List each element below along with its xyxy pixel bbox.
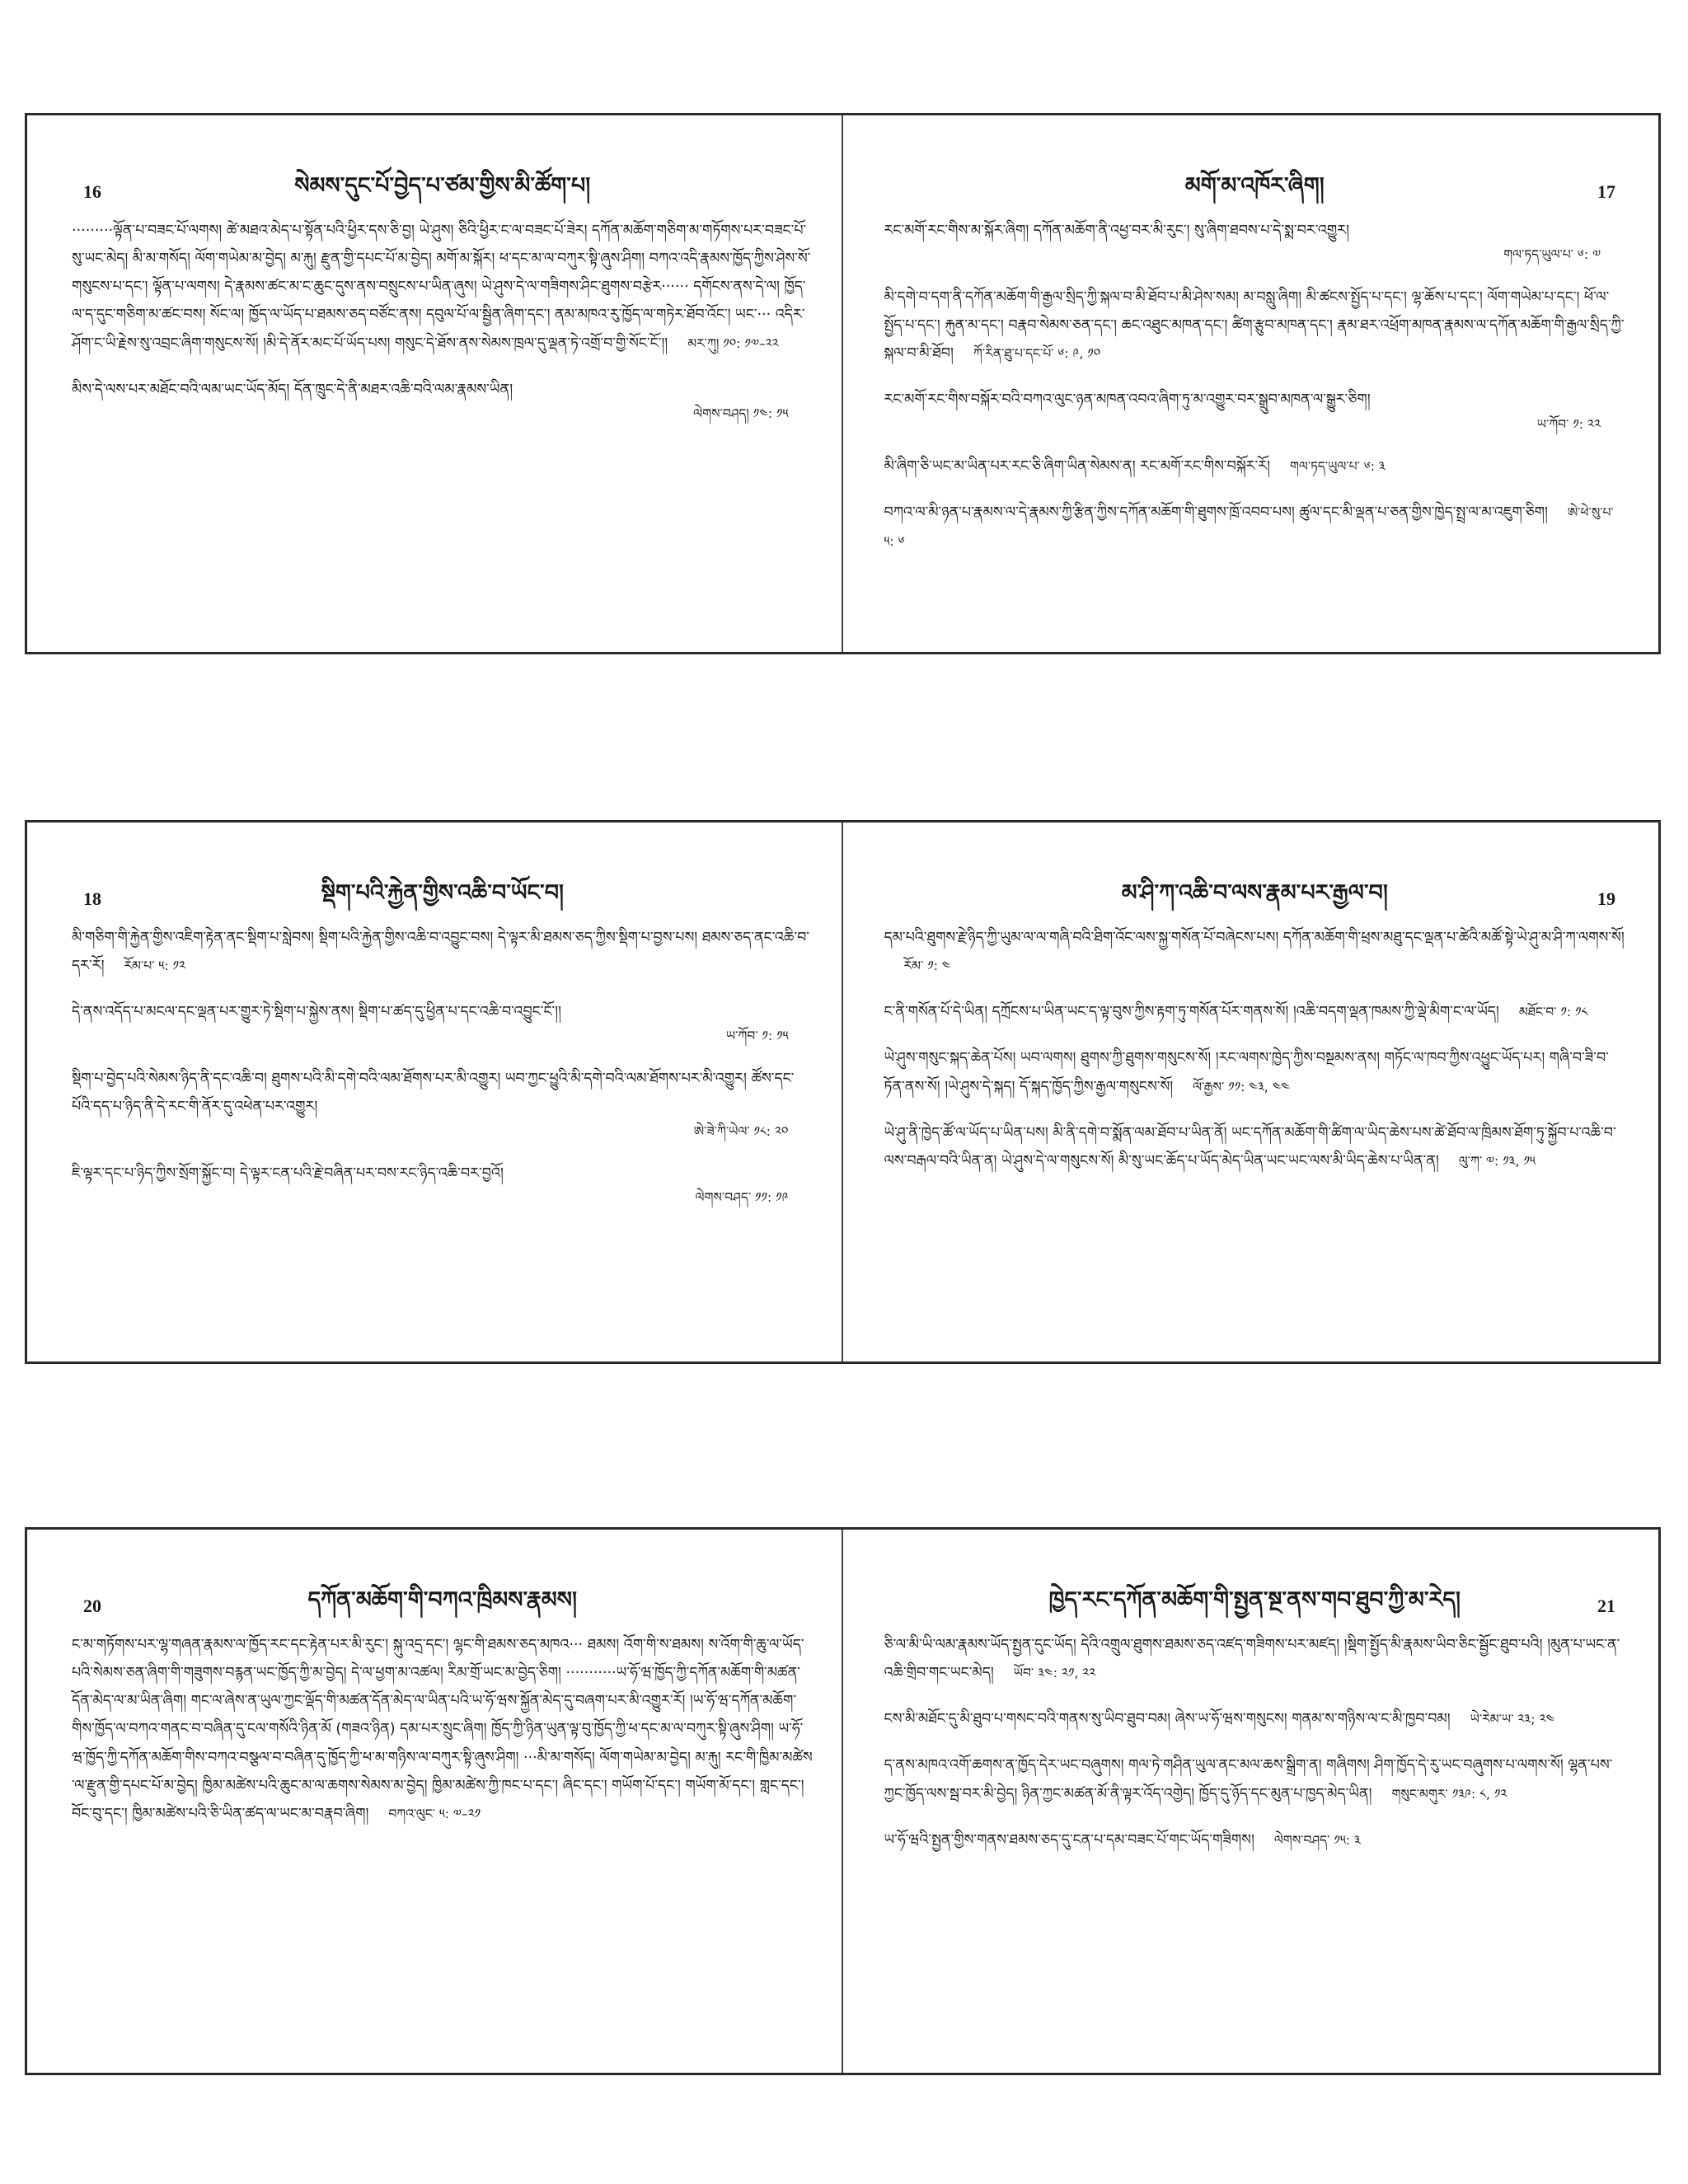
scripture-reference: ལེགས་བཤད་ ༡༥: ༣ bbox=[1273, 1832, 1361, 1848]
passage bbox=[72, 217, 814, 358]
passage bbox=[884, 386, 1626, 434]
passage bbox=[884, 1826, 1626, 1854]
passage bbox=[884, 924, 1626, 980]
page-title: མགོ་མ་འཁོར་ཞིག། bbox=[1184, 173, 1325, 199]
passage-text: སྡིག་པ་བྱེད་པའི་སེམས་ཉིད་ནི་དང་འཆི་བ། ཐུགས་པའི་མི་དགེ་བའི་ལམ་ཐོགས་པར་མི་འགྱུར། ཡབ་ཀྱང་ཕྱུའི་མི་དགེ་བའི་ལམ་ཐོགས་པར་མི་འགྱུར། ཚོས་དང་པོའི་དད་པ་ཉིད་ནི་དེ་རང་གི་ནོར་དུ་འཕེན་པར་འགྱུར། bbox=[72, 1071, 795, 1116]
scripture-reference: རོམ་པ་ ༥: ༡༢ bbox=[124, 958, 186, 974]
passage-text: ཅི་ལ་མི་ཡི་ལམ་རྣམས་ཡོད་སྤྱན་དུང་ཡོད། དེའི་འགྲུལ་ཐུགས་ཐམས་ཅད་འཛད་གཟིགས་པར་མཛད། །སྡིག་སྤྱོད་མི་རྣམས་ཡིབ་ཅིང་སྦྱོང་ཐུབ་པའི། །མུན་པ་ཡང་ན་འཆི་གྲིབ་གང་ཡང་མེད། ཡོབ་ ༣༤: ༢༡, ༢༢ bbox=[884, 1637, 1620, 1682]
scripture-reference: རོམ་ ༡: ༤ bbox=[903, 958, 951, 974]
page-title: མ་ཤི་ཀ་འཆི་བ་ལས་རྣམ་པར་རྒྱལ་བ། bbox=[1121, 880, 1388, 906]
scripture-reference: ལུ་ཀ་ ༧: ༡༣, ༡༥ bbox=[1458, 1153, 1536, 1169]
scripture-reference: གལ་ཏད་ཡུལ་པ་ ༦: ༧ bbox=[1503, 247, 1601, 263]
passage bbox=[884, 1705, 1626, 1733]
passage bbox=[72, 998, 814, 1047]
page-title: ཁྱེད་རང་དཀོན་མཆོག་གི་སྤྱན་སྔ་ནས་གབ་ཐུབ་ཀྱི་མ་རེད། bbox=[1048, 1587, 1461, 1613]
page-number: 16 bbox=[83, 181, 101, 202]
page-21 bbox=[843, 1530, 1659, 2073]
passage bbox=[72, 1631, 814, 1828]
passage-text: མི་གཅིག་གི་རྐྱེན་གྱིས་འཇིག་རྟེན་ནང་སྡིག་པ་སླེབས། སྡིག་པའི་རྐྱེན་གྱིས་འཆི་བ་འབྱུང་བས། དེ་ལྟར་མི་ཐམས་ཅད་ཀྱིས་སྡིག་པ་བྱས་པས། ཐམས་ཅད་ནང་འཆི་བ་དར་རོ། རོམ་པ་ ༥: ༡༢ bbox=[72, 930, 809, 975]
scripture-reference: ཡ་ཀོབ་ ༡: ༡༥ bbox=[725, 1029, 789, 1044]
passage bbox=[884, 1119, 1626, 1175]
page-20 bbox=[27, 1530, 843, 2073]
scripture-reference: ཨེ་ཕེ་སུ་པ་ ༥: ༦ bbox=[884, 505, 1614, 549]
scripture-reference: ཨེ་ཟེ་ཀི་ཡེལ་ ༡༨: ༢༠ bbox=[693, 1123, 789, 1139]
page-17 bbox=[843, 115, 1659, 652]
passage-text: ད་ནས་མཁའ་འགོ་ཆགས་ན་ཁྱོད་དེར་ཡང་བཞུགས། གལ་ཏེ་གཤིན་ཡུལ་ནང་མལ་ཆས་སྒྲིག་ན། གཞིགས། ཤིག་ཁྱོད་དེ་རུ་ཡང་བཞུགས་པ་ལགས་སོ། ལྷན་པས་ཀྱང་ཁྱོད་ལས་སྦ་བར་མི་བྱེད། ཉིན་ཀྱང་མཚན་མོ་ནི་ལྟར་འོད་འགྱེད། ཁྱོད་དུ་ཉོད་དང་མུན་པ་ཁྱད་མེད་ཡིན། གསུང་མགུར་ ༡༣༩: ༨, ༡༢ bbox=[884, 1757, 1613, 1802]
page-18 bbox=[27, 823, 843, 1361]
page-spread-2 bbox=[25, 820, 1661, 1364]
page-title: སྡིག་པའི་རྐྱེན་གྱིས་འཆི་བ་ཡོང་བ། bbox=[321, 880, 564, 906]
passage-text: ཇི་ལྟར་དང་པ་ཉིད་ཀྱིས་སྲོག་སྐྱོང་བ། དེ་ལྟར་ངན་པའི་རྗེ་བཞིན་པར་བས་རང་ཉིད་འཆི་བར་བྱའོ། bbox=[72, 1165, 504, 1183]
passage bbox=[72, 924, 814, 980]
page-number: 20 bbox=[83, 1596, 101, 1616]
passage bbox=[884, 1631, 1626, 1687]
passage bbox=[884, 1044, 1626, 1100]
scripture-reference: ཡ་ཀོབ་ ༡: ༢༢ bbox=[1536, 416, 1601, 432]
scripture-reference: བཀའ་ལུང་ ༥: ༧–༢༡ bbox=[388, 1806, 481, 1821]
passage bbox=[884, 284, 1626, 368]
scripture-reference: ལེགས་བཤད། ༡༤: ༡༥ bbox=[693, 405, 789, 421]
scripture-reference: ཡེ་རེམ་ཡ་ ༢༣; ༢༤ bbox=[1470, 1712, 1555, 1727]
passage-text: མི་དགེ་བ་དག་ནི་དཀོན་མཆོག་གི་རྒྱལ་སྲིད་ཀྱི་སྐལ་བ་མི་ཐོབ་པ་མི་ཤེས་སམ། མ་བསླུ་ཞིག། མི་ཚངས་སྤྱོད་པ་དང་། ལྷ་ཆོས་པ་དང་། ལོག་གཡེམ་པ་དང་། ཕོ་ལ་སྤྱོད་པ་དང་། རྐུན་མ་དང་། བརྣབ་སེམས་ཅན་དང་། ཆང་འཐུང་མཁན་དང་། ཚིག་རྩུབ་མཁན་དང་། རྣམ་ཐར་འཕྲོག་མཁན་རྣམས་ལ་དཀོན་མཆོག་གི་རྒྱལ་སྲིད་ཀྱི་སྐལ་བ་མི་ཐོབ། ཀོ་རིན་ཐུ་པ་དང་པོ་ ༦: ༩, ༡༠ bbox=[884, 289, 1625, 363]
page-spread-3 bbox=[25, 1527, 1661, 2075]
page-number: 21 bbox=[1597, 1596, 1615, 1616]
scripture-reference: ཀོ་རིན་ཐུ་པ་དང་པོ་ ༦: ༩, ༡༠ bbox=[973, 346, 1101, 362]
passage-text: ཡེ་ཤུས་གསུང་སྐད་ཆེན་པོས། ཡབ་ལགས། ཐུགས་ཀྱི་ཐུགས་གསུངས་སོ། །རང་ལགས་ཁྱེད་ཀྱིས་བསྔམས་ནས། གཏོང་ལ་ཁབ་ཀྱིས་འཕྱུང་ཡོད་པར། གཞི་བ་ཟི་བ་ཏོན་ནས་སོ། །ཡེ་ཤུས་དེ་སྐད། དོ་སྐད་ཁྱོད་ཀྱིས་རྒྱལ་གསུངས་སོ། ལོ་རྒྱས་ ༡༡: ༤༣, ༤༤ bbox=[884, 1050, 1609, 1095]
scripture-reference: གལ་ཏད་ཡུལ་པ་ ༦: ༣ bbox=[1290, 459, 1386, 475]
page-number: 19 bbox=[1597, 888, 1615, 909]
page-title: སེམས་དུང་པོ་བྱེད་པ་ཙམ་གྱིས་མི་ཚོག་པ། bbox=[294, 173, 591, 199]
passage bbox=[884, 499, 1626, 555]
scripture-reference: ཡོབ་ ༣༤: ༢༡, ༢༢ bbox=[1013, 1666, 1096, 1681]
passage-text: རང་མགོ་རང་གིས་མ་སྐོར་ཞིག། དཀོན་མཆོག་ནི་འཕྱ་བར་མི་རུང་། སུ་ཞིག་ཐབས་པ་དེ་སྨ་བར་འགྱུར། bbox=[884, 223, 1350, 240]
page-number: 18 bbox=[83, 888, 101, 909]
passage-text: རང་མགོ་རང་གིས་བསྐོར་བའི་བཀའ་ལུང་ཉན་མཁན་འབའ་ཞིག་ཏུ་མ་འགྱུར་བར་སྒྲུབ་མཁན་ལ་སྒྱུར་ཅིག། bbox=[884, 391, 1371, 409]
passage bbox=[72, 1160, 814, 1208]
passage-text: ཡེ་ཤུ་ནི་ཁྱེད་ཚོ་ལ་ཡོད་པ་ཡིན་པས། མི་ནི་དགེ་བ་སྨོན་ལམ་ཐོབ་པ་ཡིན་ནོ། ཡང་དཀོན་མཆོག་གི་ཚིག་ལ་ཡིད་ཆེས་པས་ཚེ་ཐོབ་ལ་ཁྲིམས་ཐོག་ཏུ་སྐྱོབ་པ་འཆི་བ་ལས་བརྒལ་བའི་ཡིན་ན། ཡེ་ཤུས་དེ་ལ་གསུངས་སོ། མི་སུ་ཡང་ཆོད་པ་ཡོད་མེད་ཡིན་ཡང་ཡང་ལས་མི་ཡིད་ཆེས་པ་ཡིན་ན། ལུ་ཀ་ ༧: ༡༣, ༡༥ bbox=[884, 1124, 1616, 1169]
passage bbox=[72, 376, 814, 424]
passage-text: ·········ལྟོན་པ་བཟང་པོ་ལགས། ཚེ་མཐའ་མེད་པ་སྟོན་པའི་ཕྱིར་དས་ཅི་བྱ། ཡེ་ཤུས། ཅིའི་ཕྱིར་ང་ལ་བཟང་པོ་ཟེར། དཀོན་མཆོག་གཅིག་མ་གཏོགས་པར་བཟང་པོ་སུ་ཡང་མེད། མི་མ་གསོད། ལོག་གཡེམ་མ་བྱེད། མ་རྐུ། རྫུན་གྱི་དཔང་པོ་མ་བྱེད། མགོ་མ་སྐོར། ཕ་དང་མ་ལ་བཀུར་སྟི་ཞུས་ཤིག། བཀའ་འདི་རྣམས་ཁྱོད་ཀྱིས་ཤེས་སོ་གསུངས་པ་དང་། ལྟོན་པ་ལགས། དེ་རྣམས་ཚང་མ་ང་ཆུང་དུས་ནས་བསྲུངས་པ་ཡིན་ཞུས། ཡེ་ཤུས་དེ་ལ་གཟིགས་ཤིང་ཐུགས་བརྩེར······ དགོངས་ནས་དེ་ལ། ཁྱོད་ལ་ད་དུང་གཅིག་མ་ཚང་བས། སོང་ལ། ཁྱོད་ལ་ཡོད་པ་ཐམས་ཅད་བཙོང་ནས། དབུལ་པོ་ལ་སྦྱིན་ཞིག་དང་། ནམ་མཁའ་རུ་ཁྱོད་ལ་གཏེར་ཐོབ་འོང་། ཡང་··· འདིར་ཤོག་ང་ཡི་རྗེས་སུ་འབྲང་ཞིག་གསུངས་སོ། །མི་དེ་ནོར་མང་པོ་ཡོད་པས། གསུང་དེ་ཐོས་ནས་སེམས་ཁྲལ་དུ་ལྡན་ཏེ་འགྲོ་བ་གྱི་སོང་ངོ་།། མར་ཀུ། ༡༠: ༡༧–༢༢ bbox=[72, 223, 811, 352]
passage bbox=[884, 1751, 1626, 1807]
passage bbox=[884, 217, 1626, 265]
scripture-reference: ལོ་རྒྱས་ ༡༡: ༤༣, ༤༤ bbox=[1193, 1079, 1291, 1094]
passage-text: དམ་པའི་ཐུགས་རྗེ་ཉིད་ཀྱི་ཡུམ་ལ་ལ་གཞི་བའི་ཐིག་འོང་ལས་སྐྱ་གསོན་པོ་བཞེངས་པས། དཀོན་མཆོག་གི་ཕྲས་མཐུ་དང་ལྡན་པ་ཚེའི་མཚོ་སྟེ་ཡེ་ཤུ་མ་ཤི་ཀ་ལགས་སོ།རོམ་ ༡: ༤ bbox=[884, 930, 1625, 974]
passage-text: ང་མ་གཏོགས་པར་ལྷ་གཞན་རྣམས་ལ་ཁྱོད་རང་དང་རྟེན་པར་མི་རུང་། སྐུ་འདྲ་དང་། ལྷང་གི་ཐམས་ཅད་མཁའ··· ཐམས། འོག་གི་ས་ཐམས། ས་འོག་གི་ཆུ་ལ་ཡོད་པའི་སེམས་ཅན་ཞིག་གི་གཟུགས་བརྙན་ཡང་ཁྱོད་ཀྱི་མ་བྱེད། དེ་ལ་ཕྱག་མ་འཚལ། རིམ་གྲོ་ཡང་མ་བྱེད་ཅིག། ···········ཡ་ཧོ་ཝ་ཁྱོད་ཀྱི་དཀོན་མཆོག་གི་མཚན་དོན་མེད་ལ་མ་ཡིན་ཞིག། གང་ལ་ཞེས་ན་ཡུལ་ཀྱང་ལྡོད་གི་མཚན་དོན་མེད་ལ་ཡིན་པའི་ཡ་ཧོ་ཝས་སྐྱོན་མེད་དུ་བཞག་པར་མི་འགྱུར་རོ། །ཡ་ཧོ་ཝ་དཀོན་མཆོག་གིས་ཁྱོད་ལ་བཀའ་གནང་བ་བཞིན་དུ་ངལ་གསོའི་ཉིན་མོ (གཟའ་ཉིན) དམ་པར་སྲུང་ཞིག། ཁྱོད་ཀྱི་ཉིན་ཡུན་ལྟ་བུ་ཁྱོད་ཀྱི་ཕ་དང་མ་ལ་བཀུར་སྟི་ཞུས་ཤིག། ཡ་ཧོ་ཝ་ཁྱོད་ཀྱི་དཀོན་མཆོག་གིས་བཀའ་བསྩལ་བ་བཞིན་དུ་ཁྱོད་ཀྱི་ཕ་མ་གཉིས་ལ་བཀུར་སྟི་ཞུས་ཤིག། ···མི་མ་གསོད། ལོག་གཡེམ་མ་བྱེད། མ་རྐུ། རང་གི་ཁྱིམ་མཚེས་ལ་རྫུན་གྱི་དཔང་པོ་མ་བྱེད། ཁྱིམ་མཚེས་པའི་ཆུང་མ་ལ་ཆགས་སེམས་མ་བྱེད། ཁྱིམ་མཚེས་ཀྱི་ཁང་པ་དང་། ཞིང་དང་། གཡོག་པོ་དང་། གཡོག་མོ་དང་། གླང་དང་། བོང་བུ་དང་། ཁྱིམ་མཚེས་པའི་ཅི་ཡིན་ཚད་ལ་ཡང་མ་བརྣབ་ཞིག། བཀའ་ལུང་ ༥: ༧–༢༡ bbox=[72, 1637, 813, 1822]
passage-text: མིས་དེ་ལས་པར་མཐོང་བའི་ལམ་ཡང་ཡོད་མོད། དོན་ཁྲུང་དེ་ནི་མཐར་འཆི་བའི་ལམ་རྣམས་ཡིན། bbox=[72, 381, 513, 398]
passage-text: དེ་ནས་འདོད་པ་མངལ་དང་ལྡན་པར་གྱུར་ཏེ་སྡིག་པ་སྐྱེས་ནས། སྡིག་པ་ཚད་དུ་ཕྱིན་པ་དང་འཆི་བ་འབྱུང་ངོ་།། bbox=[72, 1004, 561, 1021]
scripture-reference: ལེགས་བཤད་ ༡༡: ༡༩ bbox=[695, 1190, 789, 1206]
page-number: 17 bbox=[1597, 181, 1615, 202]
scripture-reference: མཐོང་བ་ ༡: ༡༨ bbox=[1518, 1005, 1588, 1020]
page-19 bbox=[843, 823, 1659, 1361]
passage-text: ངས་མི་མཐོང་དུ་མི་ཐུབ་པ་གསང་བའི་གནས་སུ་ཡིབ་ཐུབ་བམ། ཞེས་ཡ་ཧོ་ཝས་གསུངས། གནམ་ས་གཉིས་ལ་ང་མི་ཁྱབ་བམ། ཡེ་རེམ་ཡ་ ༢༣; ༢༤ bbox=[884, 1711, 1555, 1728]
scripture-reference: མར་ཀུ། ༡༠: ༡༧–༢༢ bbox=[687, 335, 779, 351]
passage bbox=[72, 1065, 814, 1141]
passage bbox=[884, 452, 1626, 480]
page-title: དཀོན་མཆོག་གི་བཀའ་ཁྲིམས་རྣམས། bbox=[307, 1587, 577, 1613]
passage-text: ང་ནི་གསོན་པོ་དེ་ཡིན། དཀྲོངས་པ་ཡིན་ཡང་ད་ལྟ་བུས་ཀྱིས་རྟག་ཏུ་གསོན་པོར་གནས་སོ། །འཆི་བདག་ལྡན་ཁམས་ཀྱི་ལྡེ་མིག་ང་ལ་ཡོད། མཐོང་བ་ ༡: ༡༨ bbox=[884, 1004, 1588, 1021]
page-16 bbox=[27, 115, 843, 652]
passage-text: ཡ་ཧོ་ཝའི་སྤྱན་གྱིས་གནས་ཐམས་ཅད་དུ་ངན་པ་དམ་བཟང་པོ་གང་ཡོད་གཟིགས། ལེགས་བཤད་ ༡༥: ༣ bbox=[884, 1831, 1361, 1849]
scripture-reference: གསུང་མགུར་ ༡༣༩: ༨, ༡༢ bbox=[1391, 1786, 1507, 1802]
passage-text: མི་ཞིག་ཅི་ཡང་མ་ཡིན་པར་རང་ཅི་ཞིག་ཡིན་སེམས་ན། རང་མགོ་རང་གིས་བསྐོར་རོ། གལ་ཏད་ཡུལ་པ་ ༦: ༣ bbox=[884, 458, 1386, 476]
passage bbox=[884, 998, 1626, 1026]
passage-text: བཀའ་ལ་མི་ཉན་པ་རྣམས་ལ་དེ་རྣམས་ཀྱི་རྩིན་ཀྱིས་དཀོན་མཆོག་གི་ཐུགས་ཁྲོ་འབབ་པས། ཚུལ་དང་མི་ལྡན་པ་ཅན་གྱིས་ཁྱེད་སྤྲ་ལ་མ་འཇུག་ཅིག། ཨེ་ཕེ་སུ་པ་ ༥: ༦ bbox=[884, 504, 1614, 549]
page-spread-1 bbox=[25, 113, 1661, 654]
